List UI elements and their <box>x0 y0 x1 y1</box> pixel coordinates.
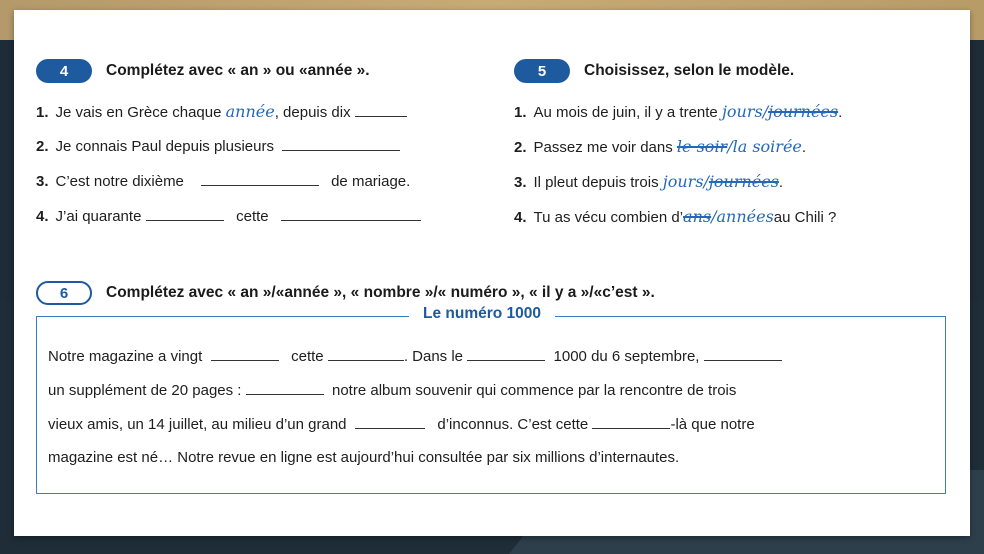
item-text: , depuis dix <box>274 104 351 121</box>
exercise-5-instruction: Choisissez, selon le modèle. <box>584 62 795 79</box>
answer-blank[interactable] <box>246 381 324 395</box>
box-line-2 <box>48 381 736 399</box>
text-box <box>36 305 946 494</box>
line-text: cette <box>291 348 324 365</box>
answer-blank[interactable] <box>704 347 782 361</box>
handwritten-answer: jours/ <box>721 102 769 121</box>
item-text: C’est notre dixième <box>55 173 184 190</box>
item-text: Je vais en Grèce chaque <box>55 104 222 121</box>
crossed-out-word: ans <box>683 207 712 226</box>
item-text: au Chili ? <box>773 209 837 226</box>
ex5-item-4 <box>514 207 836 226</box>
item-text: J’ai quarante <box>55 208 142 225</box>
answer-blank[interactable] <box>281 207 421 221</box>
item-text: de mariage. <box>331 173 411 190</box>
item-text: . <box>801 139 807 156</box>
handwritten-answer: jours/ <box>662 172 709 191</box>
answer-blank[interactable] <box>355 415 425 429</box>
answer-blank[interactable] <box>282 137 400 151</box>
exercise-4-instruction: Complétez avec « an » ou «année ». <box>106 62 370 79</box>
crossed-out-word: journées <box>768 102 839 121</box>
item-text: . <box>838 104 843 121</box>
item-number: 4. <box>514 209 527 226</box>
item-text: Tu as vécu combien d’ <box>533 209 684 226</box>
ex4-item-3 <box>36 172 410 190</box>
line-text: Notre magazine a vingt <box>48 348 203 365</box>
item-text: Il pleut depuis trois <box>533 174 659 191</box>
worksheet-page <box>14 10 970 536</box>
exercise-6-instruction: Complétez avec « an »/«année », « nombre »/« numéro », « il y a »/«c’est ». <box>106 284 655 301</box>
handwritten-answer: /la soirée <box>727 137 802 156</box>
item-number: 4. <box>36 208 49 225</box>
ex5-item-2 <box>514 137 806 156</box>
answer-blank[interactable] <box>467 347 545 361</box>
item-text: Passez me voir dans <box>533 139 673 156</box>
line-text: 1000 du 6 septembre, <box>553 348 700 365</box>
exercise-4-badge: 4 <box>36 59 92 83</box>
line-text: magazine est né… Notre revue en ligne est aujourd’hui consultée par six millions d’internautes. <box>48 449 680 466</box>
exercise-6-header <box>36 281 655 305</box>
ex4-item-4 <box>36 207 421 225</box>
item-number: 1. <box>514 104 527 121</box>
exercise-6-badge: 6 <box>36 281 92 305</box>
item-number: 3. <box>514 174 527 191</box>
answer-blank[interactable] <box>355 103 407 117</box>
crossed-out-word: le soir <box>676 137 728 156</box>
answer-blank[interactable] <box>328 347 404 361</box>
line-text: un supplément de 20 pages : <box>48 382 242 399</box>
handwritten-answer: année <box>225 102 275 121</box>
crossed-out-word: journées <box>708 172 779 191</box>
box-line-4 <box>48 449 679 466</box>
line-text: . Dans le <box>403 348 464 365</box>
exercise-4-header <box>36 59 370 83</box>
answer-blank[interactable] <box>201 172 319 186</box>
line-text: -là que notre <box>670 416 755 433</box>
ex5-item-1 <box>514 102 842 121</box>
ex5-item-3 <box>514 172 783 191</box>
line-text: vieux amis, un 14 juillet, au milieu d’un grand <box>48 416 347 433</box>
ex4-item-2 <box>36 137 400 155</box>
item-number: 1. <box>36 104 49 121</box>
item-text: cette <box>236 208 269 225</box>
item-text: Je connais Paul depuis plusieurs <box>55 138 274 155</box>
item-text: Au mois de juin, il y a trente <box>533 104 718 121</box>
box-title: Le numéro 1000 <box>409 305 555 323</box>
line-text: d’inconnus. C’est cette <box>437 416 589 433</box>
handwritten-answer: /années <box>711 207 774 226</box>
line-text: notre album souvenir qui commence par la rencontre de trois <box>332 382 737 399</box>
item-number: 2. <box>514 139 527 156</box>
item-number: 3. <box>36 173 49 190</box>
exercise-5-badge: 5 <box>514 59 570 83</box>
box-line-1 <box>48 347 782 365</box>
item-number: 2. <box>36 138 49 155</box>
item-text: . <box>778 174 784 191</box>
answer-blank[interactable] <box>592 415 670 429</box>
exercise-5-header <box>514 59 794 83</box>
box-line-3 <box>48 415 755 433</box>
answer-blank[interactable] <box>146 207 224 221</box>
answer-blank[interactable] <box>211 347 279 361</box>
ex4-item-1 <box>36 102 407 121</box>
